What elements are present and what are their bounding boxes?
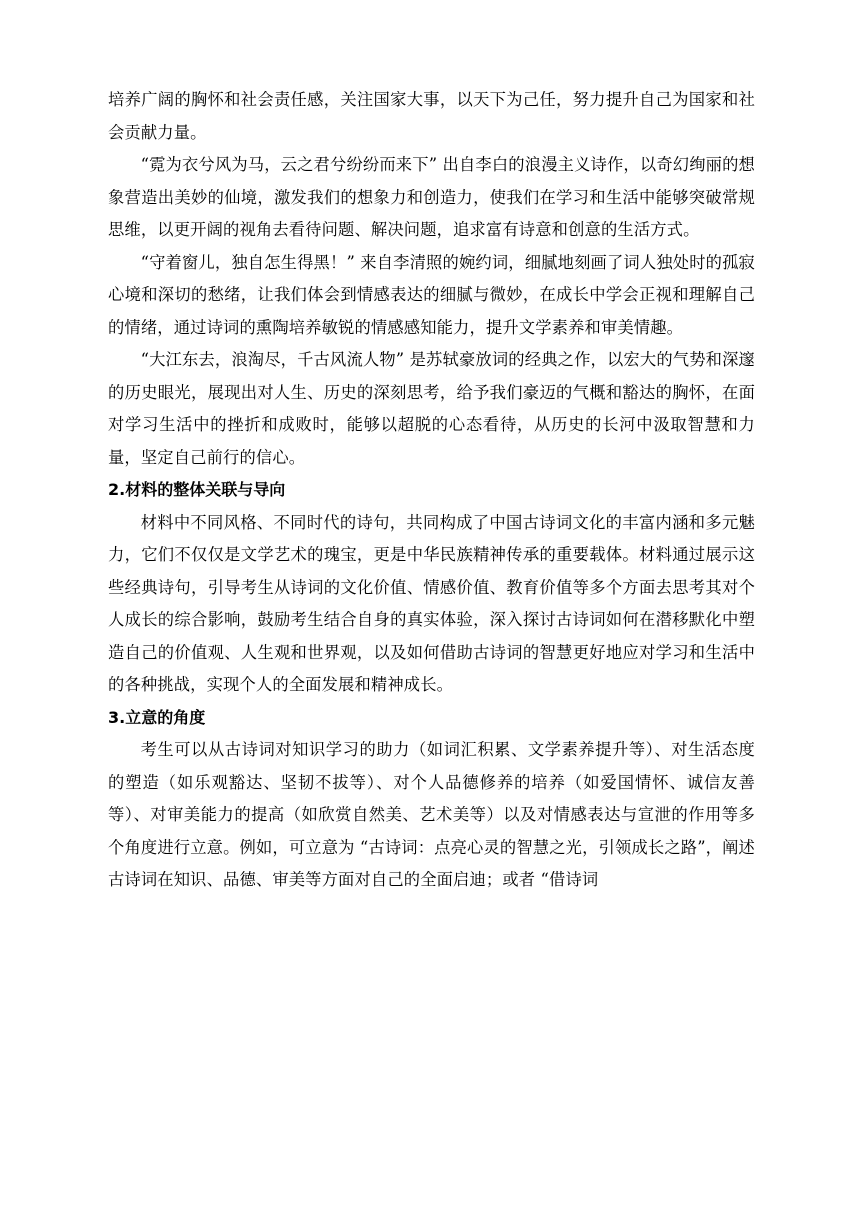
paragraph: “大江东去，浪淘尽，千古风流人物” 是苏轼豪放词的经典之作，以宏大的气势和深邃的历史眼光，展现出对人生、历史的深刻思考，给予我们豪迈的气概和豁达的胸怀，在面对学习生活中的挫折和成败时，能够以超脱的心态看待，从历史的长河中汲取智慧和力量，坚定自己前行的信心。 xyxy=(108,350,755,467)
section-heading: 3.立意的角度 xyxy=(108,707,206,727)
paragraph: “守着窗儿，独自怎生得黑！” 来自李清照的婉约词，细腻地刻画了词人独处时的孤寂心境和深切的愁绪，让我们体会到情感表达的细腻与微妙，在成长中学会正视和理解自己的情绪，通过诗词的熏陶培养敏锐的情感感知能力，提升文学素养和审美情趣。 xyxy=(108,252,755,337)
section-heading: 2.材料的整体关联与导向 xyxy=(108,480,286,499)
document-page xyxy=(108,84,755,897)
paragraph: 材料中不同风格、不同时代的诗句，共同构成了中国古诗词文化的丰富内涵和多元魅力，它们不仅仅是文学艺术的瑰宝，更是中华民族精神传承的重要载体。材料通过展示这些经典诗句，引导考生从诗词的文化价值、情感价值、教育价值等多个方面去思考其对个人成长的综合影响，鼓励考生结合自身的真实体验，深入探讨古诗词如何在潜移默化中塑造自己的价值观、人生观和世界观，以及如何借助古诗词的智慧更好地应对学习和生活中的各种挑战，实现个人的全面发展和精神成长。 xyxy=(108,512,755,694)
paragraph: 培养广阔的胸怀和社会责任感，关注国家大事，以天下为己任，努力提升自己为国家和社会贡献力量。 xyxy=(108,90,755,142)
paragraph: 考生可以从古诗词对知识学习的助力（如词汇积累、文学素养提升等）、对生活态度的塑造（如乐观豁达、坚韧不拔等）、对个人品德修养的培养（如爱国情怀、诚信友善等）、对审美能力的提高（如欣赏自然美、艺术美等）以及对情感表达与宣泄的作用等多个角度进行立意。例如，可立意为 “古诗词：点亮心灵的智慧之光，引领成长之路”，阐述古诗词在知识、品德、审美等方面对自己的全面启迪；或者 “借诗词 xyxy=(108,740,755,889)
paragraph: “霓为衣兮风为马，云之君兮纷纷而来下” 出自李白的浪漫主义诗作，以奇幻绚丽的想象营造出美妙的仙境，激发我们的想象力和创造力，使我们在学习和生活中能够突破常规思维，以更开阔的视角去看待问题、解决问题，追求富有诗意和创意的生活方式。 xyxy=(108,155,755,239)
